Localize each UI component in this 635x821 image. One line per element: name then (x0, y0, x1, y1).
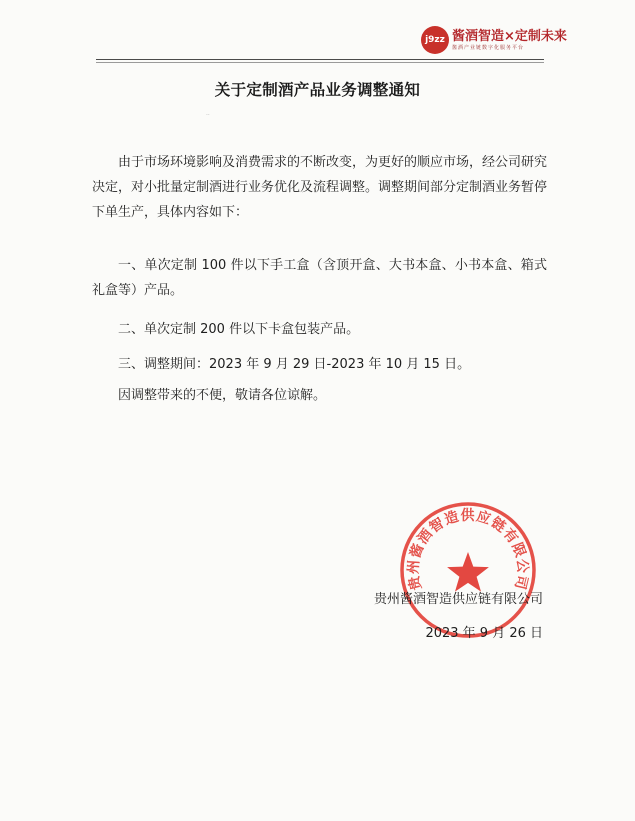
issue-date: 2023 年 9 月 26 日 (425, 626, 543, 641)
closing-paragraph: 因调整带来的不便，敬请各位谅解。 (118, 388, 327, 403)
item-1-paragraph: 一、单次定制 100 件以下手工盒（含顶开盒、大书本盒、小书本盒、箱式礼盒等）产品。 (92, 258, 547, 298)
company-logo (421, 24, 617, 58)
scan-mark: ·· (206, 112, 210, 119)
logo-subtitle: 酱酒产业链数字化服务平台 (452, 45, 525, 51)
header-divider (96, 59, 544, 60)
signer-company: 贵州酱酒智造供应链有限公司 (373, 592, 543, 607)
intro-paragraph: 由于市场环境影响及消费需求的不断改变，为更好的顺应市场，经公司研究决定，对小批量定制酒进行业务优化及流程调整。调整期间部分定制酒业务暂停下单生产，具体内容如下： (92, 155, 548, 220)
logo-badge-icon: j9zz (421, 26, 449, 54)
svg-text:贵州酱酒智造供应链有限公司: 贵州酱酒智造供应链有限公司 (405, 508, 531, 592)
item-2-paragraph: 二、单次定制 200 件以下卡盒包装产品。 (118, 322, 360, 337)
header-divider-secondary (96, 62, 544, 63)
logo-text: 酱酒智造×定制未来 (452, 29, 567, 44)
company-seal-stamp (398, 500, 538, 640)
document-title: 关于定制酒产品业务调整通知 (214, 81, 421, 99)
item-3-paragraph: 三、调整期间：2023 年 9 月 29 日-2023 年 10 月 15 日。 (118, 357, 471, 372)
